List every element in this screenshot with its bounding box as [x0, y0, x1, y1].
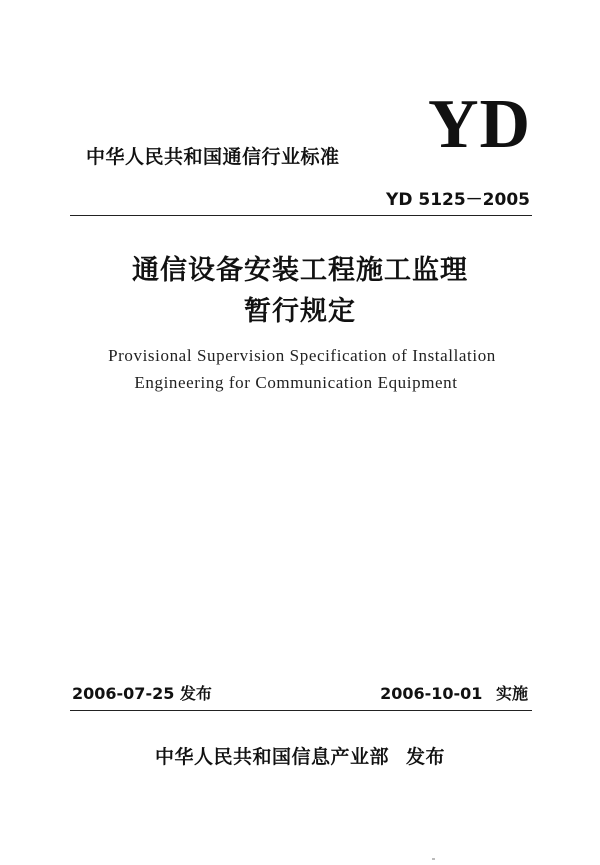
top-divider	[70, 215, 532, 216]
yd-logo: YD	[428, 86, 532, 163]
standard-code: YD 5125－2005	[386, 190, 530, 210]
scan-speck	[432, 858, 435, 860]
chinese-title-line-2: 暂行规定	[244, 296, 356, 327]
bottom-divider	[70, 710, 532, 711]
issue-date: 2006-07-25 发布	[72, 684, 212, 703]
english-title-line-1: Provisional Supervision Specification of Installation	[108, 346, 496, 365]
chinese-title-line-1: 通信设备安装工程施工监理	[132, 255, 468, 286]
english-title-line-2: Engineering for Communication Equipment	[134, 373, 458, 392]
publisher: 中华人民共和国信息产业部 发布	[154, 746, 446, 768]
industry-standard-label: 中华人民共和国通信行业标准	[86, 146, 340, 168]
effective-date: 2006-10-01 实施	[380, 684, 528, 703]
